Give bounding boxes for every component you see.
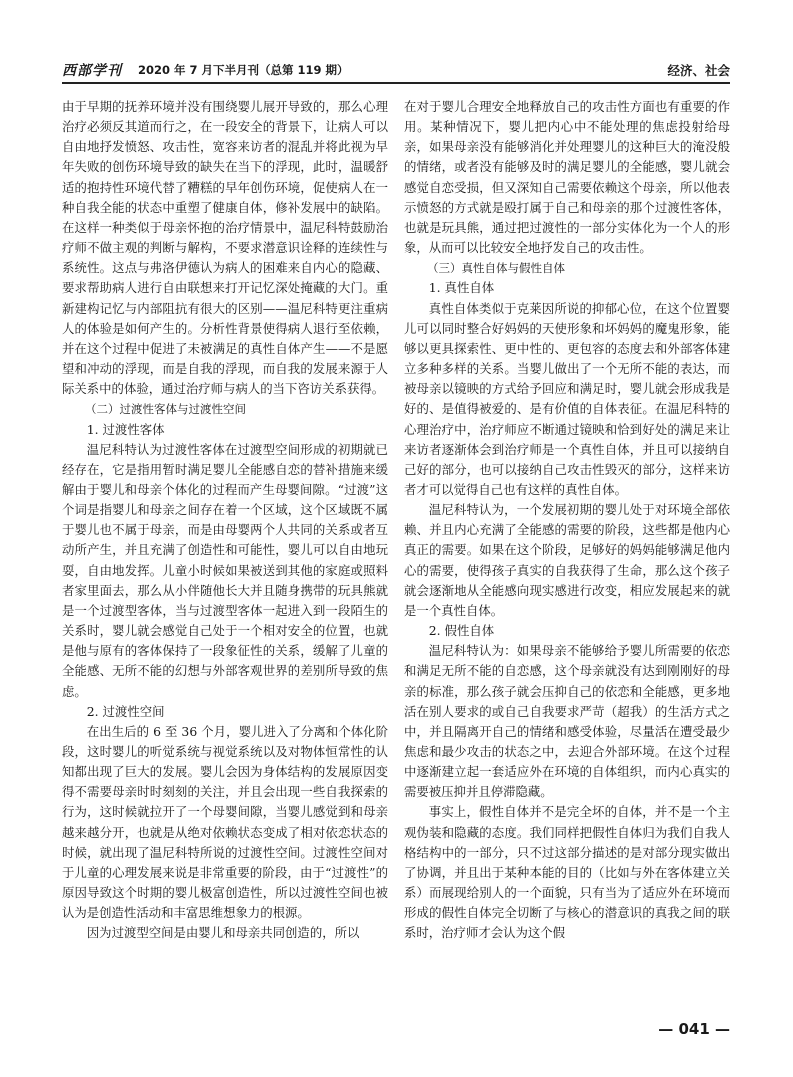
paragraph: 真性自体类似于克莱因所说的抑郁心位，在这个位置婴儿可以同时整合好妈妈的天使形象和坏妈妈的魔鬼形象，能够以更具探索性、更中性的、更包容的态度去和外部客体建立多种多样的关系。当婴儿做出了一个无所不能的表达，而被母亲以镜映的方式给予回应和满足时，婴儿就会形成我是好的、是值得被爱的、是有价值的自体表征。在温尼科特的心理治疗中，治疗师应不断通过镜映和恰到好处的满足来让来访者逐渐体会到治疗师是一个真性自体，并且可以接纳自己好的部分，也可以接纳自己攻击性毁灭的部分，这样来访者才可以觉得自己也有这样的真性自体。 — [404, 300, 730, 497]
left-column — [62, 97, 388, 944]
paragraph: 在出生后的 6 至 36 个月，婴儿进入了分离和个体化阶段，这时婴儿的听觉系统与视觉系统以及对物体恒常性的认知都出现了巨大的发展。婴儿会因为身体结构的发展原因变得不需要母亲时时刻刻的关注，并且会出现一些自我探索的行为，这时候就拉开了一个母婴间隙，当婴儿感觉到和母亲越来越分开，也就是从绝对依赖状态变成了相对依恋状态的时候，就出现了温尼科特所说的过渡性空间。过渡性空间对于儿童的心理发展来说是非常重要的阶段，由于“过渡性”的原因导致这个时期的婴儿极富创造性，所以过渡性空间也被认为是创造性活动和丰富思维想象力的根源。 — [62, 723, 388, 921]
subsection-heading: （三）真性自体与假性自体 — [427, 261, 565, 276]
paragraph: 温尼科特认为过渡性客体在过渡型空间形成的初期就已经存在，它是指用暂时满足婴儿全能感自恋的替补措施来缓解由于婴儿和母亲个体化的过程而产生母婴间隙。“过渡”这个词是指婴儿和母亲之间存在着一个区域，这个区域既不属于婴儿也不属于母亲，而是由母婴两个人共同的关系或者互动所产生，并且充满了创造性和可能性，婴儿可以自由地玩耍，自由地发挥。儿童小时候如果被送到其他的家庭或照料者家里面去，那么从小伴随他长大并且随身携带的玩具熊就是一个过渡型客体，当与过渡型客体一起进入到一段陌生的关系时，婴儿就会感觉自己处于一个相对安全的位置，也就是他与原有的客体保持了一段象征性的关系，缓解了儿童的全能感、无所不能的幻想与外部客观世界的差别所导致的焦虑。 — [62, 441, 388, 699]
page-header — [62, 58, 730, 84]
paragraph: 温尼科特认为，一个发展初期的婴儿处于对环境全部依赖、并且内心充满了全能感的需要的阶段，这些都是他内心真正的需要。如果在这个阶段，足够好的妈妈能够满足他内心的需要，使得孩子真实的自我获得了生命，那么这个孩子就会逐渐地从全能感向现实感进行改变，相应发展起来的就是一个真性自体。 — [404, 502, 730, 618]
numbered-heading: 2. 过渡性空间 — [86, 703, 165, 719]
paragraph: 事实上，假性自体并不是完全坏的自体，并不是一个主观伪装和隐藏的态度。我们同样把假性自体归为我们自我人格结构中的一部分，只不过这部分描述的是对部分现实做出了协调，并且出于某种本能的目的（比如与外在客体建立关系）而展现给别人的一个面貌，只有当为了适应外在环境而形成的假性自体完全切断了与核心的潜意识的真我之间的联系时，治疗师才会认为这个假 — [404, 804, 730, 941]
subsection-heading: （二）过渡性客体与过渡性空间 — [85, 402, 246, 417]
section-label: 经济、社会 — [667, 63, 730, 78]
numbered-heading: 1. 真性自体 — [428, 280, 495, 296]
paragraph: 由于早期的抚养环境并没有围绕婴儿展开导致的，那么心理治疗必须反其道而行之，在一段安全的背景下，让病人可以自由地抒发愤怒、攻击性，宽容来访者的混乱并将此视为早年失败的创伤环境导致的缺失在当下的浮现，此时，温暖舒适的抱持性环境代替了糟糕的早年创伤环境，促使病人在一种自我全能的状态中重塑了健康自体，修补发展中的缺陷。在这样一种类似于母亲怀抱的治疗情景中，温尼科特鼓励治疗师不做主观的判断与解构，不要求潜意识诠释的连续性与系统性。这点与弗洛伊德认为病人的困难来自内心的隐藏、要求帮助病人进行自由联想来打开记忆深处掩藏的大门。重新建构记忆与内部阻抗有很大的区别——温尼科特更注重病人的体验是如何产生的。分析性背景使得病人退行至依赖，并在这个过程中促进了未被满足的真性自体产生——不是愿望和冲动的浮现，而是自我的浮现，而自我的发展来源于人际关系中的体验，通过治疗师与病人的当下咨访关系获得。 — [62, 99, 388, 397]
numbered-heading: 2. 假性自体 — [428, 623, 495, 639]
journal-logo: 西部学刊 — [62, 63, 122, 79]
numbered-heading: 1. 过渡性客体 — [86, 421, 165, 437]
paragraph: 在对于婴儿合理安全地释放自己的攻击性方面也有重要的作用。某种情况下，婴儿把内心中不能处理的焦虑投射给母亲，如果母亲没有能够消化并处理婴儿的这种巨大的淹没般的情绪，或者没有能够及时的满足婴儿的全能感，婴儿就会感觉自恋受损，但又深知自己需要依赖这个母亲，所以他表示愤怒的方式就是殴打属于自己和母亲的那个过渡性客体，也就是玩具熊，通过把过渡性的一部分实体化为一个人的形象，从而可以比较安全地抒发自己的攻击性。 — [404, 99, 730, 256]
paragraph: 因为过渡型空间是由婴儿和母亲共同创造的，所以 — [86, 925, 360, 941]
page-number: — 041 — — [658, 1020, 730, 1038]
issue-info: 2020 年 7 月下半月刊（总第 119 期） — [138, 63, 349, 77]
paragraph: 温尼科特认为：如果母亲不能够给予婴儿所需要的依恋和满足无所不能的自恋感，这个母亲就没有达到刚刚好的母亲的标准，那么孩子就会压抑自己的依恋和全能感，更多地活在别人要求的或自己自我要求严苛（超我）的生活方式之中，并且隔离开自己的情绪和感受体验，尽量活在遭受最少焦虑和最少攻击的状态之中，去迎合外部环境。在这个过程中逐渐建立起一套适应外在环境的自体组织，而内心真实的需要被压抑并且停滞隐藏。 — [404, 643, 730, 800]
right-column — [404, 97, 730, 944]
